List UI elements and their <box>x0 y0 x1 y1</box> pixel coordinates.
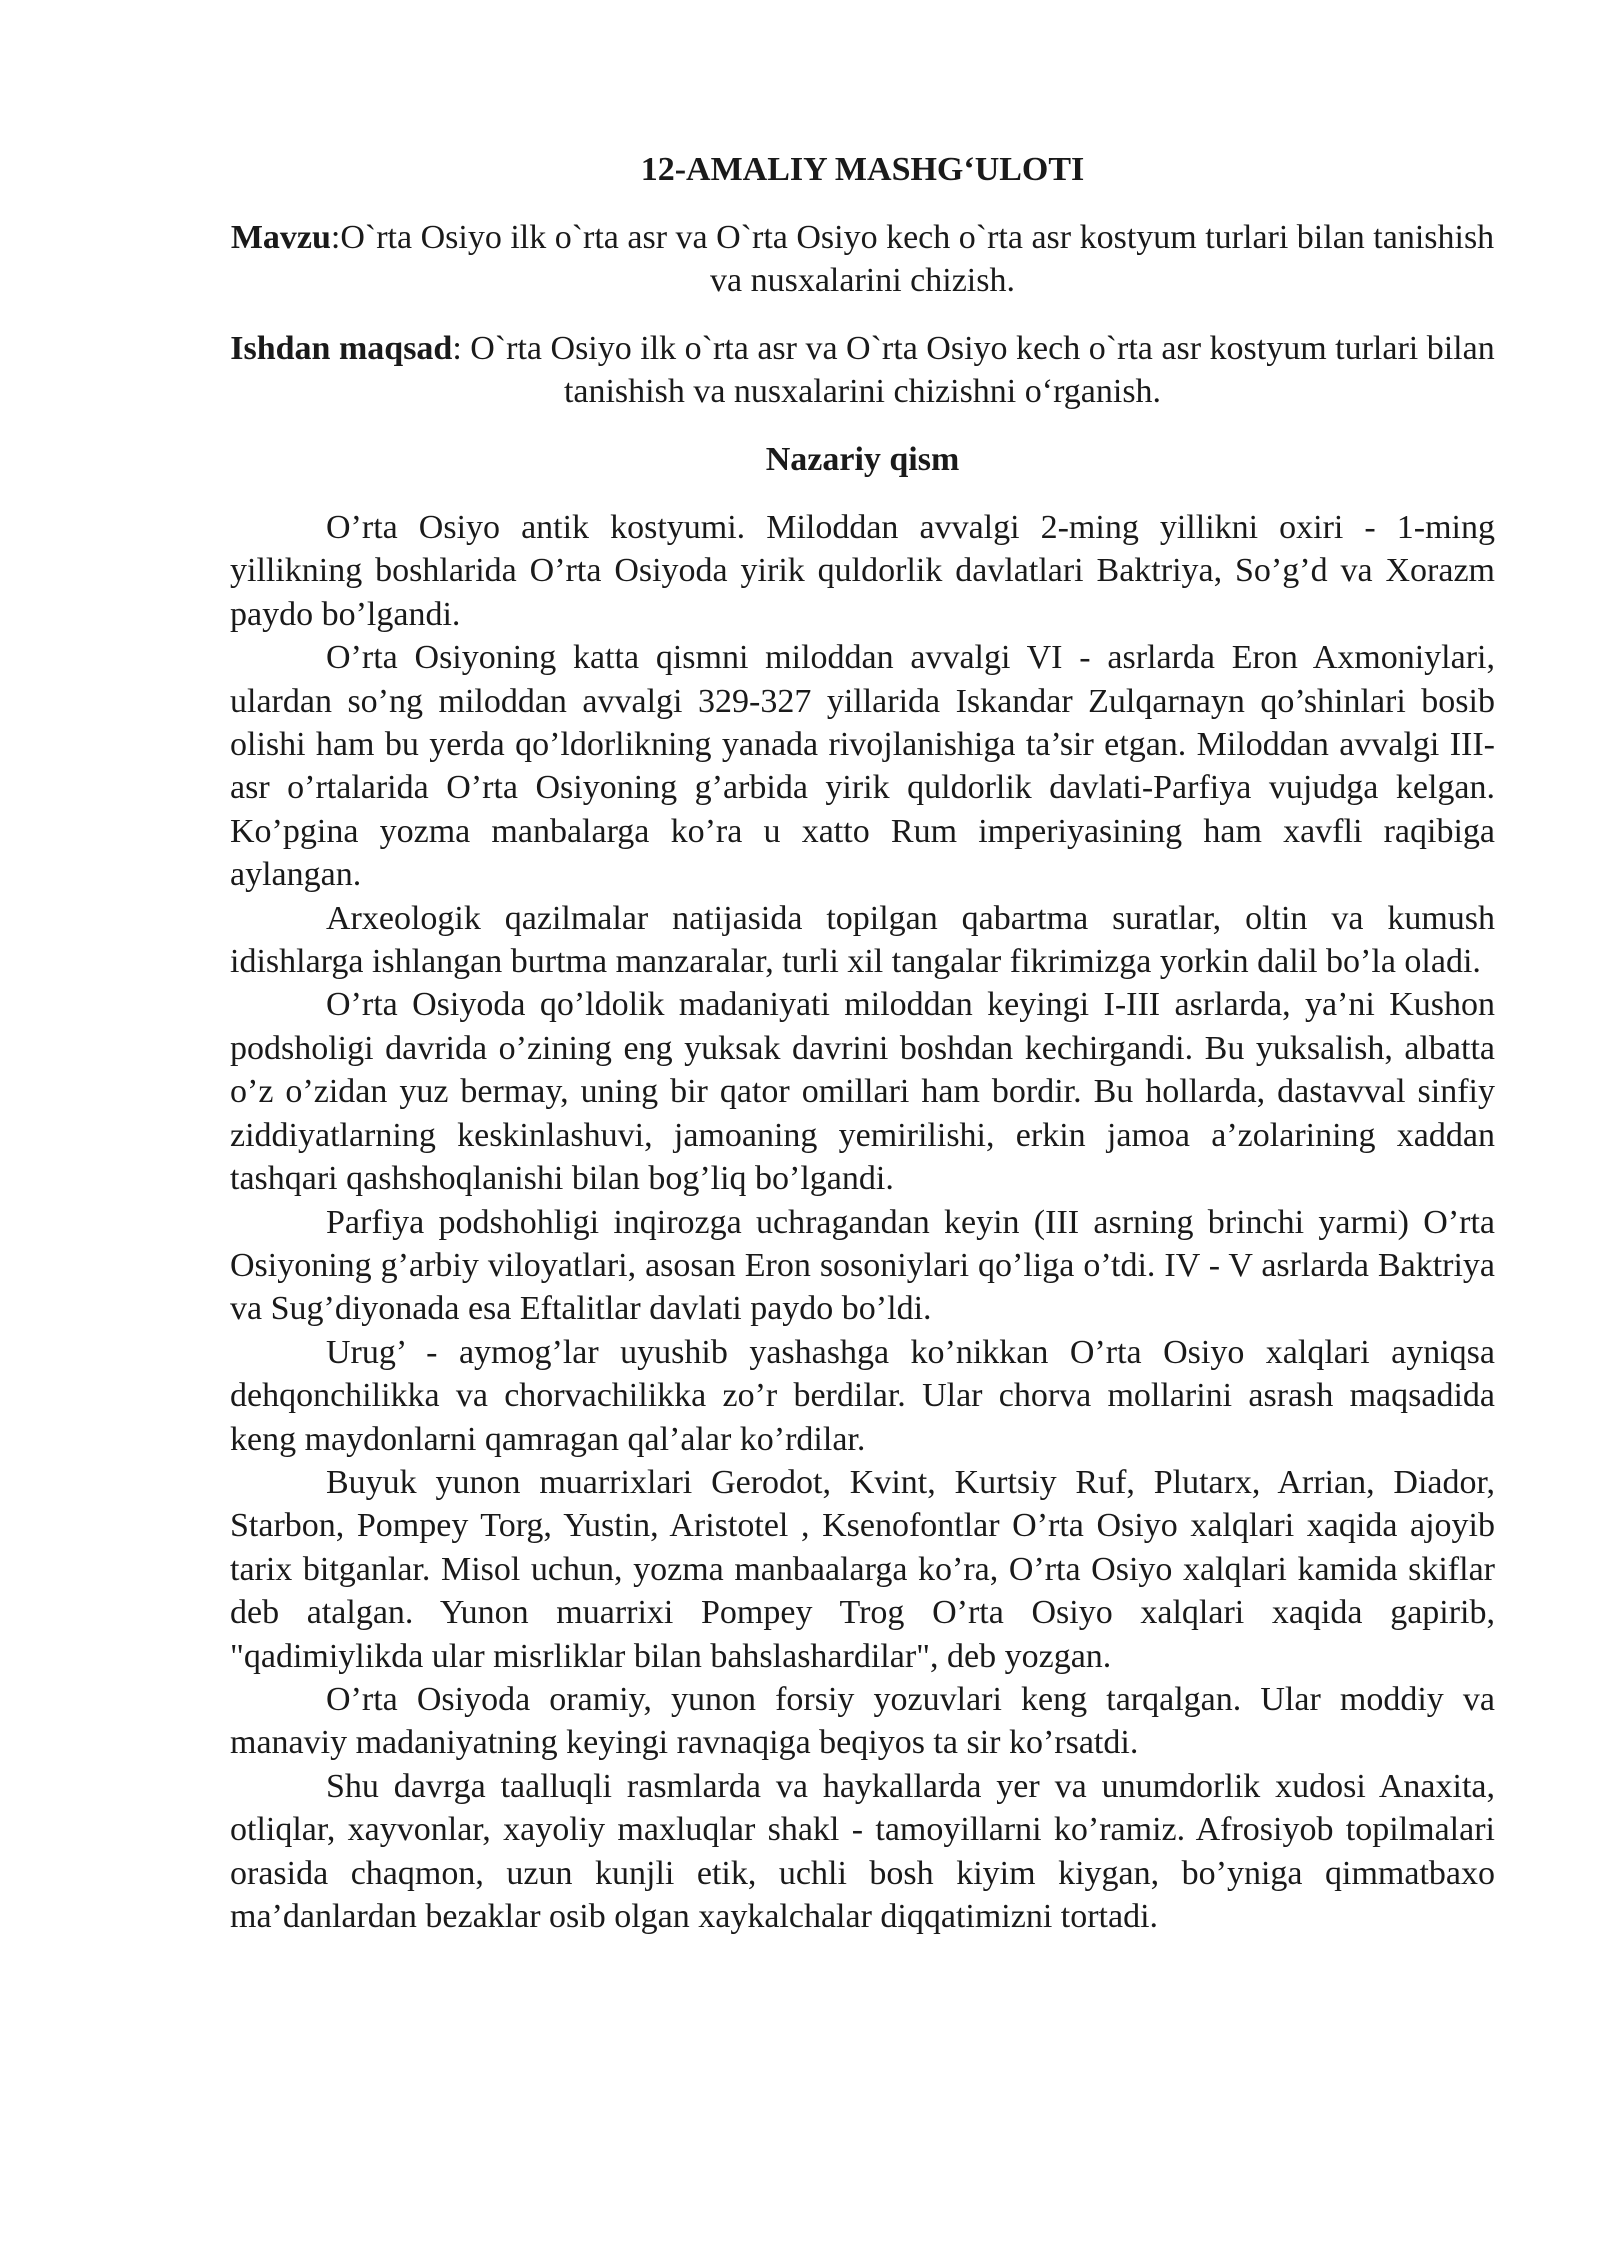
paragraph: O’rta Osiyo antik kostyumi. Miloddan avvalgi 2-ming yillikni oxiri - 1-ming yillikning boshlarida O’rta Osiyoda yirik quldorlik davlatlari Baktriya, So’g’d va Xorazm paydo bo’lgandi. <box>230 509 1495 633</box>
document-title: 12-AMALIY MASHG‘ULOTI <box>640 151 1085 188</box>
goal-text: : O`rta Osiyo ilk o`rta asr va O`rta Osiyo kech o`rta asr kostyum turlari bilan tanishish va nusxalarini chizishni o‘rganish. <box>452 330 1495 410</box>
section-heading: Nazariy qism <box>765 441 960 478</box>
goal-label: Ishdan maqsad <box>230 330 453 367</box>
document-page <box>230 148 1495 1938</box>
paragraph: Urug’ - aymog’lar uyushib yashashga ko’nikkan O’rta Osiyo xalqlari ayniqsa dehqonchilikka va chorvachilikka zo’r berdilar. Ular chorva mollarini asrash maqsadida keng maydonlarni qamragan qal’alar ko’rdilar. <box>230 1333 1495 1458</box>
paragraph: Buyuk yunon muarrixlari Gerodot, Kvint, Kurtsiy Ruf, Plutarx, Arrian, Diador, Starbon, Pompey Torg, Yustin, Aristotel , Ksenofontlar O’rta Osiyo xalqlari xaqida ajoyib tarix bitganlar. Misol uchun, yozma manbaalarga ko’ra, O’rta Osiyo xalqlari kamida skiflar deb atalgan. Yunon muarrixi Pompey Trog O’rta Osiyo xalqlari xaqida gapirib, "qadimiylikda ular misrliklar bilan bahslashardilar", deb yozgan. <box>230 1463 1495 1675</box>
topic-label: Mavzu <box>230 219 331 256</box>
paragraph: Shu davrga taalluqli rasmlarda va haykallarda yer va unumdorlik xudosi Anaxita, otliqlar, xayvonlar, xayoliy maxluqlar shakl - tamoyillarni ko’ramiz. Afrosiyob topilmalari orasida chaqmon, uzun kunjli etik, uchli bosh kiyim kiygan, bo’yniga qimmatbaxo ma’danlardan bezaklar osib olgan xaykalchalar diqqatimizni tortadi. <box>230 1767 1495 1935</box>
paragraph: O’rta Osiyoning katta qismni miloddan avvalgi VI - asrlarda Eron Axmoniylari, ulardan so’ng miloddan avvalgi 329-327 yillarida Iskandar Zulqarnayn qo’shinlari bosib olishi ham bu yerda qo’ldorlikning yanada rivojlanishiga ta’sir etgan. Miloddan avvalgi III-asr o’rtalarida O’rta Osiyoning g’arbida yirik quldorlik davlati-Parfiya vujudga kelgan. Ko’pgina yozma manbalarga ko’ra u xatto Rum imperiyasining ham xavfli raqibiga aylangan. <box>230 639 1495 894</box>
topic-line <box>230 216 1495 302</box>
topic-text: :O`rta Osiyo ilk o`rta asr va O`rta Osiyo kech o`rta asr kostyum turlari bilan tanishish va nusxalarini chizish. <box>330 219 1495 299</box>
paragraph: O’rta Osiyoda qo’ldolik madaniyati miloddan keyingi I-III asrlarda, ya’ni Kushon podsholigi davrida o’zining eng yuksak davrini boshdan kechirgandi. Bu yuksalish, albatta o’z o’zidan yuz bermay, uning bir qator omillari ham bordir. Bu hollarda, dastavval sinfiy ziddiyatlarning keskinlashuvi, jamoaning yemirilishi, erkin jamoa a’zolarining xaddan tashqari qashshoqlanishi bilan bog’liq bo’lgandi. <box>230 986 1495 1198</box>
paragraph: Arxeologik qazilmalar natijasida topilgan qabartma suratlar, oltin va kumush idishlarga ishlangan burtma manzaralar, turli xil tangalar fikrimizga yorkin dalil bo’la oladi. <box>230 899 1495 981</box>
paragraph: O’rta Osiyoda oramiy, yunon forsiy yozuvlari keng tarqalgan. Ular moddiy va manaviy madaniyatning keyingi ravnaqiga beqiyos ta sir ko’rsatdi. <box>230 1680 1495 1762</box>
paragraph: Parfiya podshohligi inqirozga uchragandan keyin (III asrning brinchi yarmi) O’rta Osiyoning g’arbiy viloyatlari, asosan Eron sosoniylari qo’liga o’tdi. IV - V asrlarda Baktriya va Sug’diyonada esa Eftalitlar davlati paydo bo’ldi. <box>230 1203 1495 1328</box>
goal-line <box>230 327 1495 413</box>
